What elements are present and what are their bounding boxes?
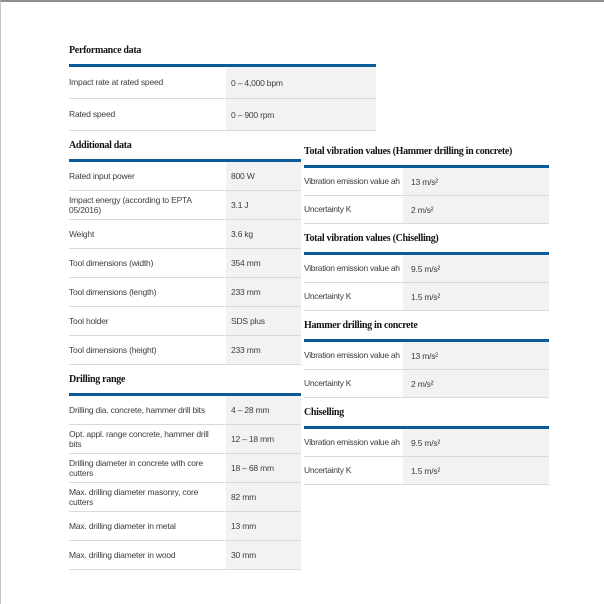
spec-row-label: Vibration emission value ah [304, 263, 400, 274]
spec-row-label: Drilling dia. concrete, hammer drill bits [69, 404, 205, 415]
spec-row-label: Vibration emission value ah [304, 437, 400, 448]
spec-row [304, 429, 549, 457]
spec-row-value: 2 m/s² [403, 196, 549, 223]
spec-row [69, 454, 301, 483]
spec-row [69, 425, 301, 454]
spec-row-label: Tool dimensions (width) [69, 257, 154, 268]
spec-row-value: 233 mm [226, 278, 301, 306]
spec-row-label: Weight [69, 228, 95, 239]
spec-row-value: 13 m/s² [403, 342, 549, 369]
spec-row-value: 9.5 m/s² [403, 429, 549, 456]
section-title: Drilling range [69, 374, 126, 385]
spec-row-label: Tool dimensions (length) [69, 286, 157, 297]
section-title: Total vibration values (Hammer drilling in concrete) [304, 146, 513, 157]
spec-row [304, 168, 549, 196]
spec-row [69, 220, 301, 249]
spec-row [304, 196, 549, 224]
spec-row-label: Impact energy (according to EPTA 05/2016) [69, 194, 192, 215]
spec-row-label: Uncertainty K [304, 465, 352, 476]
spec-row-value: SDS plus [226, 307, 301, 335]
spec-row [69, 162, 301, 191]
spec-section [69, 44, 376, 131]
spec-row-label: Impact rate at rated speed [69, 77, 164, 88]
spec-row [69, 99, 376, 131]
spec-row-value: 3.6 kg [226, 220, 301, 248]
spec-row-value: 4 – 28 mm [226, 396, 301, 424]
section-title: Total vibration values (Chiselling) [304, 233, 439, 244]
spec-row [69, 336, 301, 365]
spec-row [304, 370, 549, 398]
spec-row-label: Tool dimensions (height) [69, 344, 157, 355]
spec-row-label: Uncertainty K [304, 291, 352, 302]
spec-row-label: Tool holder [69, 315, 109, 326]
spec-section [69, 139, 301, 365]
spec-section [304, 406, 549, 485]
spec-row-label: Max. drilling diameter in metal [69, 520, 176, 531]
spec-row [69, 249, 301, 278]
spec-row [304, 283, 549, 311]
spec-row [69, 396, 301, 425]
spec-section [304, 232, 549, 311]
spec-row-label: Uncertainty K [304, 378, 352, 389]
spec-row [69, 278, 301, 307]
spec-row-value: 2 m/s² [403, 370, 549, 397]
spec-row-value: 13 mm [226, 512, 301, 540]
section-title: Performance data [69, 45, 142, 56]
spec-row-value: 12 – 18 mm [226, 425, 301, 453]
spec-column-right [304, 145, 549, 485]
spec-row-label: Opt. appl. range concrete, hammer drill bits [69, 428, 209, 449]
spec-row-label: Max. drilling diameter masonry, core cutters [69, 486, 199, 507]
spec-row-label: Rated speed [69, 109, 116, 120]
spec-row-label: Max. drilling diameter in wood [69, 549, 176, 560]
spec-row-label: Vibration emission value ah [304, 176, 400, 187]
spec-row-value: 9.5 m/s² [403, 255, 549, 282]
spec-row-value: 0 – 900 rpm [226, 99, 376, 130]
spec-row-value: 13 m/s² [403, 168, 549, 195]
spec-section [69, 373, 301, 570]
spec-row [69, 191, 301, 220]
spec-row-value: 18 – 68 mm [226, 454, 301, 482]
spec-row [69, 541, 301, 570]
spec-row [304, 342, 549, 370]
spec-row-label: Vibration emission value ah [304, 350, 400, 361]
spec-row-value: 30 mm [226, 541, 301, 569]
spec-row-value: 800 W [226, 162, 301, 190]
spec-row-value: 1.5 m/s² [403, 283, 549, 310]
spec-row-value: 3.1 J [226, 191, 301, 219]
section-title: Hammer drilling in concrete [304, 320, 418, 331]
spec-row-label: Uncertainty K [304, 204, 352, 215]
spec-row [304, 255, 549, 283]
spec-row-value: 1.5 m/s² [403, 457, 549, 484]
spec-row-value: 0 – 4,000 bpm [226, 67, 376, 98]
spec-row-value: 233 mm [226, 336, 301, 364]
spec-row [304, 457, 549, 485]
spec-row [69, 307, 301, 336]
spec-section [304, 145, 549, 224]
spec-row-value: 82 mm [226, 483, 301, 511]
spec-row [69, 483, 301, 512]
spec-row-value: 354 mm [226, 249, 301, 277]
spec-section [304, 319, 549, 398]
section-title: Additional data [69, 140, 132, 151]
spec-row [69, 67, 376, 99]
section-title: Chiselling [304, 407, 344, 418]
spec-row-label: Rated input power [69, 170, 135, 181]
spec-row-label: Drilling diameter in concrete with core cutters [69, 457, 203, 478]
spec-row [69, 512, 301, 541]
